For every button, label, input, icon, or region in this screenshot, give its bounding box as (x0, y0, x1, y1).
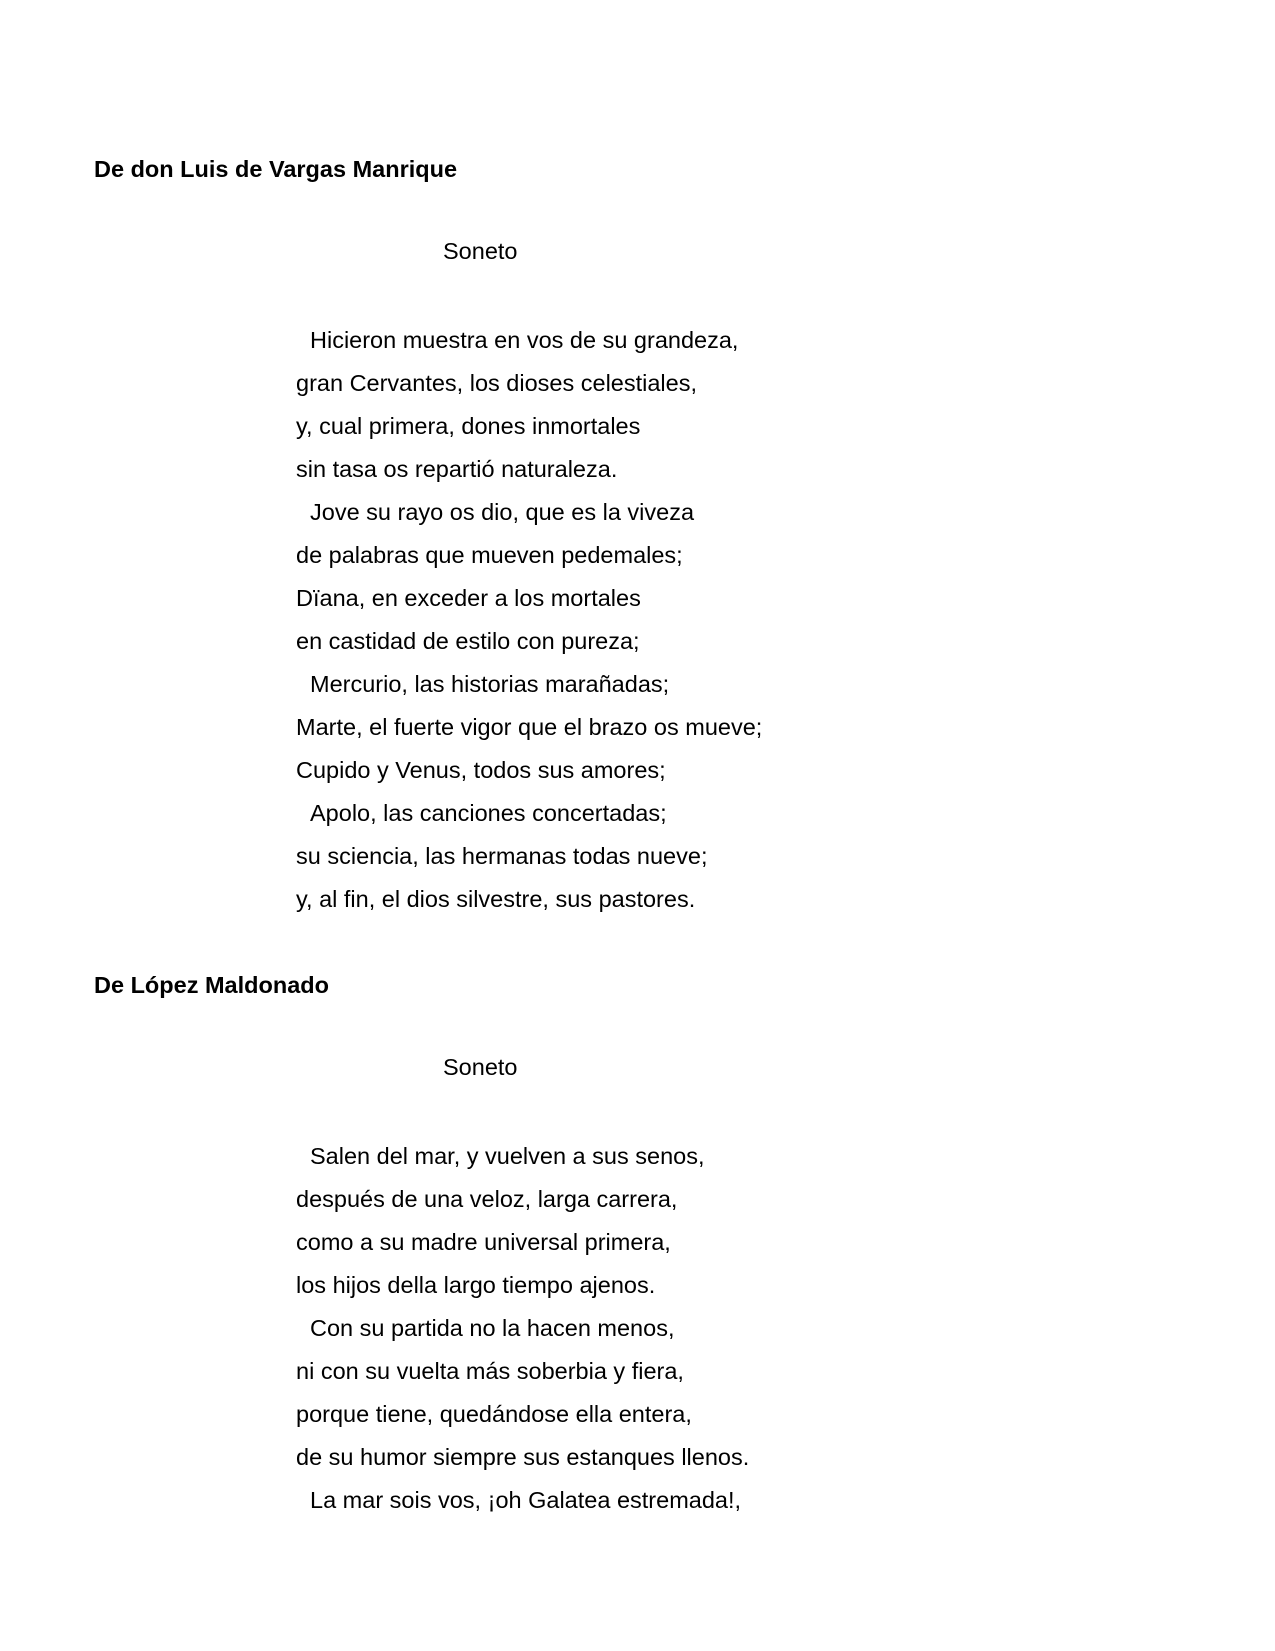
poem-stanzas (296, 1135, 749, 1522)
poem-line: y, al fin, el dios silvestre, sus pastores. (296, 886, 696, 912)
poem-line: como a su madre universal primera, (296, 1229, 671, 1255)
poem-line: después de una veloz, larga carrera, (296, 1186, 678, 1212)
poem-line: Cupido y Venus, todos sus amores; (296, 757, 666, 783)
poem-line: de palabras que mueven pedemales; (296, 542, 683, 568)
poem-line: ni con su vuelta más soberbia y fiera, (296, 1358, 684, 1384)
sonnet-title: Soneto (443, 238, 518, 264)
poem-line: sin tasa os repartió naturaleza. (296, 456, 618, 482)
poem-line: Dïana, en exceder a los mortales (296, 585, 641, 611)
poem-line: Hicieron muestra en vos de su grandeza, (310, 327, 739, 353)
poem-line: en castidad de estilo con pureza; (296, 628, 640, 654)
poem-line: los hijos della largo tiempo ajenos. (296, 1272, 656, 1298)
poem-line: Apolo, las canciones concertadas; (310, 800, 667, 826)
poem-line: Marte, el fuerte vigor que el brazo os mueve; (296, 714, 763, 740)
poem-line: y, cual primera, dones inmortales (296, 413, 641, 439)
section-heading: De don Luis de Vargas Manrique (94, 156, 458, 182)
poem-stanzas (296, 319, 762, 921)
poem-line: La mar sois vos, ¡oh Galatea estremada!, (310, 1487, 742, 1513)
poem-line: su sciencia, las hermanas todas nueve; (296, 843, 708, 869)
poem-line: Mercurio, las historias marañadas; (310, 671, 670, 697)
poem-line: gran Cervantes, los dioses celestiales, (296, 370, 698, 396)
sonnet-title: Soneto (443, 1054, 518, 1080)
section-heading: De López Maldonado (94, 972, 329, 998)
poem-line: de su humor siempre sus estanques llenos. (296, 1444, 750, 1470)
poem-line: porque tiene, quedándose ella entera, (296, 1401, 692, 1427)
poem-line: Salen del mar, y vuelven a sus senos, (310, 1143, 705, 1169)
poem-line: Con su partida no la hacen menos, (310, 1315, 675, 1341)
poem-line: Jove su rayo os dio, que es la viveza (310, 499, 695, 525)
